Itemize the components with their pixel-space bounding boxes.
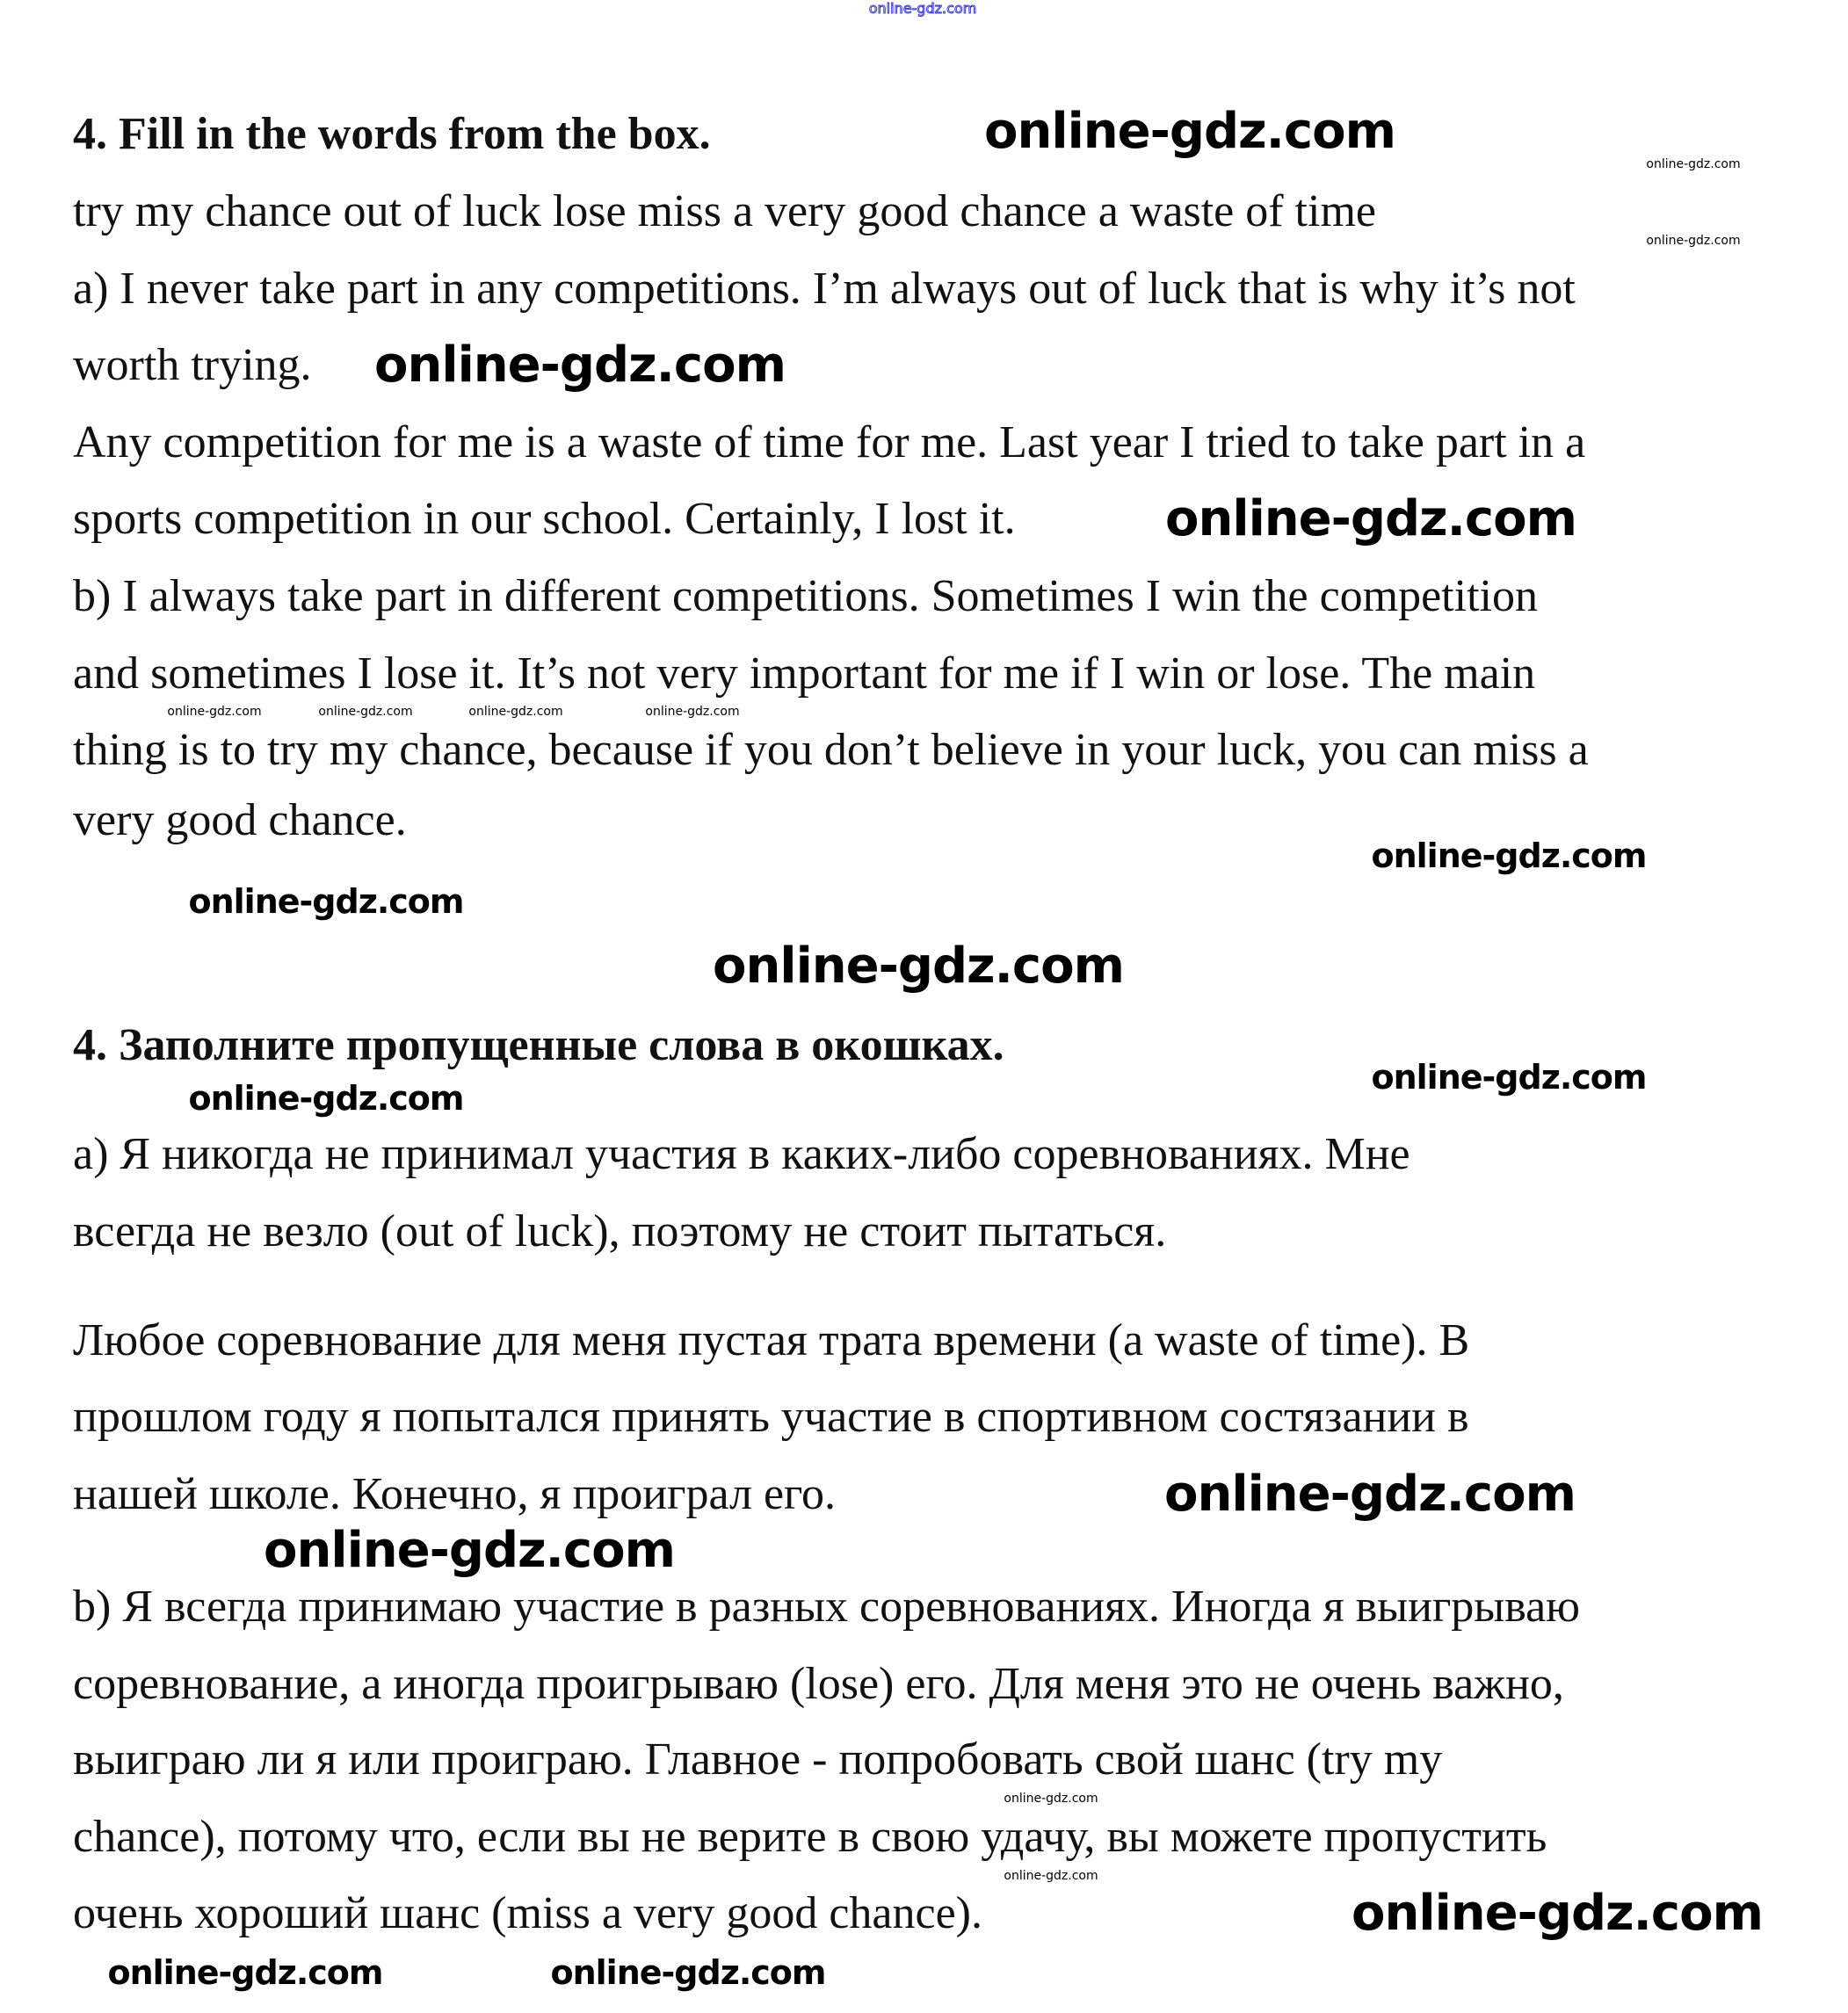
watermark: online-gdz.com [107,1953,383,1992]
watermark: online-gdz.com [1646,234,1741,248]
text-line: а) Я никогда не принимал участия в каких-либо соревнованиях. Мне [73,1129,1410,1180]
text-line: прошлом году я попытался принять участие в спортивном состязании в [73,1392,1469,1443]
watermark: online-gdz.com [167,705,262,719]
watermark: online-gdz.com [713,938,1124,995]
watermark: online-gdz.com [550,1953,826,1992]
text-line: соревнование, а иногда проигрываю (lose) его. Для меня это не очень важно, [73,1659,1564,1710]
watermark: online-gdz.com [264,1522,675,1579]
watermark: online-gdz.com [1646,157,1741,171]
text-line: b) Я всегда принимаю участие в разных соревнованиях. Иногда я выигрываю [73,1582,1581,1633]
watermark: online-gdz.com [318,705,413,719]
text-line: нашей школе. Конечно, я проиграл его. [73,1469,837,1520]
watermark: online-gdz.com [1352,1885,1763,1942]
text-line: sports competition in our school. Certainly, I lost it. [73,494,1016,545]
watermark: online-gdz.com [188,1079,464,1118]
exercise-heading-en: 4. Fill in the words from the box. [73,109,711,160]
watermark: online-gdz.com [1165,490,1576,547]
text-line: and sometimes I lose it. It’s not very important for me if I win or lose. The main [73,648,1536,699]
text-line: очень хороший шанс (miss a very good chance). [73,1888,982,1939]
watermark: online-gdz.com [468,705,563,719]
text-line: b) I always take part in different competitions. Sometimes I win the competition [73,571,1538,622]
watermark: online-gdz.com [374,337,786,394]
text-line: thing is to try my chance, because if you don’t believe in your luck, you can miss a [73,725,1589,776]
exercise-heading-ru: 4. Заполните пропущенные слова в окошках. [73,1020,1004,1071]
watermark: online-gdz.com [1164,1466,1576,1523]
watermark: online-gdz.com [645,705,740,719]
watermark: online-gdz.com [868,0,977,17]
watermark: online-gdz.com [1004,1869,1098,1883]
text-line: a) I never take part in any competitions. I’m always out of luck that is why it’s not [73,264,1576,315]
watermark: online-gdz.com [984,103,1395,160]
text-line: Any competition for me is a waste of time for me. Last year I tried to take part in a [73,417,1586,468]
text-line: chance), потому что, если вы не верите в свою удачу, вы можете пропустить [73,1812,1547,1863]
watermark: online-gdz.com [1371,836,1647,875]
word-box: try my chance out of luck lose miss a very good chance a waste of time [73,186,1376,237]
text-line: Любое соревнование для меня пустая трата времени (a waste of time). В [73,1315,1470,1366]
watermark: online-gdz.com [1004,1792,1098,1806]
text-line: выиграю ли я или проиграю. Главное - попробовать свой шанс (try my [73,1734,1443,1785]
text-line: всегда не везло (out of luck), поэтому не стоит пытаться. [73,1206,1167,1257]
watermark: online-gdz.com [1371,1058,1647,1097]
text-line: worth trying. [73,340,312,391]
text-line: very good chance. [73,795,407,846]
watermark: online-gdz.com [188,882,464,921]
